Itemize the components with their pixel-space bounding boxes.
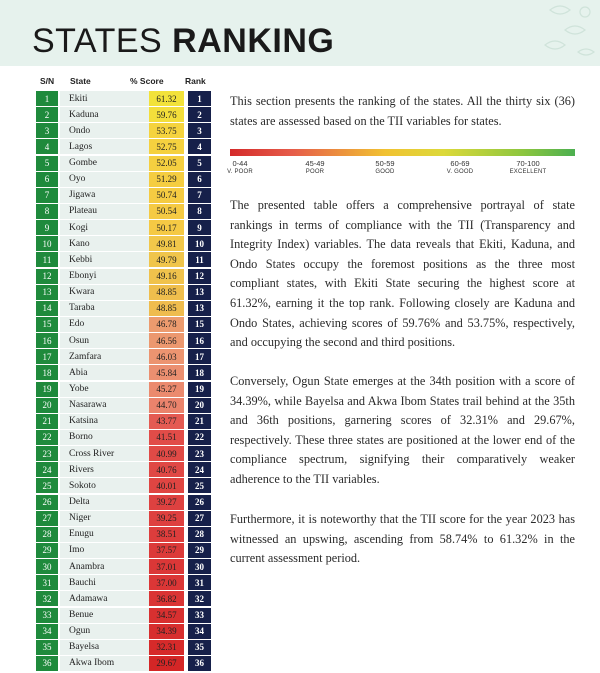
row-state: Anambra: [60, 559, 184, 574]
row-state: Edo: [60, 317, 184, 332]
row-score: 46.56: [149, 333, 184, 348]
row-score: 39.25: [149, 511, 184, 526]
row-sn: 34: [36, 624, 58, 639]
row-sn: 5: [36, 156, 58, 171]
row-state: Kogi: [60, 220, 184, 235]
row-state: Jigawa: [60, 188, 184, 203]
legend-range: 50-59: [375, 159, 395, 168]
row-state: Abia: [60, 365, 184, 380]
row-state: Imo: [60, 543, 184, 558]
row-sn: 11: [36, 252, 58, 267]
row-sn: 7: [36, 188, 58, 203]
row-sn: 17: [36, 349, 58, 364]
row-score: 45.84: [149, 365, 184, 380]
row-sn: 21: [36, 414, 58, 429]
row-sn: 30: [36, 559, 58, 574]
row-score: 50.17: [149, 220, 184, 235]
row-rank: 26: [188, 495, 211, 510]
row-state: Ebonyi: [60, 269, 184, 284]
row-score: 34.57: [149, 608, 184, 623]
legend-item-very-poor: [205, 159, 275, 176]
row-score: 40.99: [149, 446, 184, 461]
row-state: Nasarawa: [60, 398, 184, 413]
legend-desc: POOR: [305, 169, 325, 175]
table-header: [0, 76, 230, 88]
row-rank: 34: [188, 624, 211, 639]
row-rank: 31: [188, 575, 211, 590]
page-title-bold: RANKING: [172, 22, 335, 60]
row-score: 44.70: [149, 398, 184, 413]
row-score: 32.31: [149, 640, 184, 655]
row-state: Enugu: [60, 527, 184, 542]
row-rank: 2: [188, 107, 211, 122]
row-state: Ondo: [60, 123, 184, 138]
row-rank: 30: [188, 559, 211, 574]
row-state: Ogun: [60, 624, 184, 639]
row-score: 38.51: [149, 527, 184, 542]
row-sn: 25: [36, 478, 58, 493]
row-rank: 12: [188, 269, 211, 284]
row-sn: 23: [36, 446, 58, 461]
row-score: 49.81: [149, 236, 184, 251]
row-sn: 24: [36, 462, 58, 477]
row-score: 49.16: [149, 269, 184, 284]
row-sn: 33: [36, 608, 58, 623]
legend-range: 45-49: [305, 159, 325, 168]
row-sn: 15: [36, 317, 58, 332]
row-sn: 35: [36, 640, 58, 655]
row-rank: 33: [188, 608, 211, 623]
row-sn: 18: [36, 365, 58, 380]
row-rank: 29: [188, 543, 211, 558]
row-state: Bauchi: [60, 575, 184, 590]
row-rank: 5: [188, 156, 211, 171]
row-state: Delta: [60, 495, 184, 510]
legend-item-excellent: [493, 159, 563, 176]
legend-range: 0-44: [232, 159, 248, 168]
row-rank: 24: [188, 462, 211, 477]
row-rank: 25: [188, 478, 211, 493]
row-sn: 29: [36, 543, 58, 558]
row-rank: 17: [188, 349, 211, 364]
row-sn: 27: [36, 511, 58, 526]
row-sn: 31: [36, 575, 58, 590]
column-header-sn: S/N: [40, 76, 55, 86]
row-score: 43.77: [149, 414, 184, 429]
row-sn: 22: [36, 430, 58, 445]
row-score: 52.05: [149, 156, 184, 171]
row-sn: 13: [36, 285, 58, 300]
paragraph-upswing: Furthermore, it is noteworthy that the TII score for the year 2023 has witnessed an upswing, ascending from 58.74% to 61.32% in the current assessment period.: [230, 512, 575, 566]
column-header-state: State: [70, 76, 91, 86]
row-score: 40.01: [149, 478, 184, 493]
row-score: 39.27: [149, 495, 184, 510]
row-score: 51.29: [149, 172, 184, 187]
row-state: Kano: [60, 236, 184, 251]
row-state: Niger: [60, 511, 184, 526]
row-sn: 19: [36, 382, 58, 397]
row-sn: 9: [36, 220, 58, 235]
row-state: Lagos: [60, 139, 184, 154]
row-sn: 36: [36, 656, 58, 671]
row-state: Plateau: [60, 204, 184, 219]
row-rank: 32: [188, 591, 211, 606]
row-score: 50.74: [149, 188, 184, 203]
row-score: 37.00: [149, 575, 184, 590]
legend-range: 60-69: [450, 159, 470, 168]
row-score: 36.82: [149, 591, 184, 606]
row-rank: 20: [188, 398, 211, 413]
row-sn: 12: [36, 269, 58, 284]
row-rank: 35: [188, 640, 211, 655]
row-state: Zamfara: [60, 349, 184, 364]
intro-text: This section presents the ranking of the states. All the thirty six (36) states are assessed based on the TII variables for states.: [230, 94, 575, 128]
row-rank: 16: [188, 333, 211, 348]
row-rank: 21: [188, 414, 211, 429]
column-header-rank: Rank: [185, 76, 206, 86]
decorative-pattern-icon: [490, 0, 600, 66]
row-score: 53.75: [149, 123, 184, 138]
row-rank: 3: [188, 123, 211, 138]
row-sn: 1: [36, 91, 58, 106]
paragraph-summary: The presented table offers a comprehensive portrayal of state rankings in terms of compliance with the TII (Transparency and Integrity Index) variables. The data reveals that Ekiti, Kaduna, and Ondo States occupy the foremost positions as the three most compliant states, with Ekiti State securing the highest score at 61.32%, earning it the top rank. Following closely are Kaduna and Ondo States, achieving scores of 59.76% and 53.75%, respectively, and occupying the second and third positions.: [230, 198, 575, 350]
row-state: Gombe: [60, 156, 184, 171]
row-score: 49.79: [149, 252, 184, 267]
row-rank: 18: [188, 365, 211, 380]
legend-range: 70-100: [516, 159, 540, 168]
row-sn: 2: [36, 107, 58, 122]
row-sn: 16: [36, 333, 58, 348]
row-rank: 10: [188, 236, 211, 251]
row-state: Kwara: [60, 285, 184, 300]
row-score: 61.32: [149, 91, 184, 106]
row-sn: 6: [36, 172, 58, 187]
row-sn: 3: [36, 123, 58, 138]
legend-color-bar: [230, 149, 575, 156]
legend-desc: V. GOOD: [446, 169, 474, 175]
row-score: 50.54: [149, 204, 184, 219]
row-state: Cross River: [60, 446, 184, 461]
row-rank: 9: [188, 220, 211, 235]
row-score: 59.76: [149, 107, 184, 122]
row-rank: 36: [188, 656, 211, 671]
row-score: 52.75: [149, 139, 184, 154]
row-rank: 6: [188, 172, 211, 187]
row-rank: 7: [188, 188, 211, 203]
row-state: Kebbi: [60, 252, 184, 267]
row-score: 48.85: [149, 301, 184, 316]
page-header: [0, 0, 600, 66]
page-title-light: STATES: [32, 22, 173, 60]
row-score: 37.01: [149, 559, 184, 574]
row-state: Osun: [60, 333, 184, 348]
row-score: 29.67: [149, 656, 184, 671]
row-rank: 23: [188, 446, 211, 461]
row-state: Adamawa: [60, 591, 184, 606]
row-sn: 28: [36, 527, 58, 542]
legend-item-good: [350, 159, 420, 176]
row-state: Taraba: [60, 301, 184, 316]
legend-item-poor: [280, 159, 350, 176]
row-state: Benue: [60, 608, 184, 623]
row-rank: 28: [188, 527, 211, 542]
row-rank: 11: [188, 252, 211, 267]
row-rank: 8: [188, 204, 211, 219]
row-state: Borno: [60, 430, 184, 445]
row-rank: 22: [188, 430, 211, 445]
legend-item-very-good: [425, 159, 495, 176]
row-sn: 26: [36, 495, 58, 510]
row-sn: 10: [36, 236, 58, 251]
row-rank: 1: [188, 91, 211, 106]
row-state: Bayelsa: [60, 640, 184, 655]
row-rank: 4: [188, 139, 211, 154]
legend-desc: V. POOR: [227, 169, 253, 175]
page-title: [32, 22, 334, 61]
row-state: Ekiti: [60, 91, 184, 106]
row-sn: 14: [36, 301, 58, 316]
row-sn: 8: [36, 204, 58, 219]
row-state: Yobe: [60, 382, 184, 397]
row-score: 48.85: [149, 285, 184, 300]
row-score: 46.78: [149, 317, 184, 332]
row-rank: 27: [188, 511, 211, 526]
row-rank: 15: [188, 317, 211, 332]
row-state: Oyo: [60, 172, 184, 187]
row-score: 40.76: [149, 462, 184, 477]
row-state: Akwa Ibom: [60, 656, 184, 671]
row-state: Sokoto: [60, 478, 184, 493]
row-state: Kaduna: [60, 107, 184, 122]
row-rank: 19: [188, 382, 211, 397]
row-sn: 4: [36, 139, 58, 154]
row-rank: 13: [188, 285, 211, 300]
row-score: 45.27: [149, 382, 184, 397]
row-sn: 32: [36, 591, 58, 606]
row-state: Rivers: [60, 462, 184, 477]
row-score: 46.03: [149, 349, 184, 364]
row-score: 34.39: [149, 624, 184, 639]
row-score: 37.57: [149, 543, 184, 558]
row-rank: 13: [188, 301, 211, 316]
paragraph-lowest-states: Conversely, Ogun State emerges at the 34th position with a score of 34.39%, while Bayelsa and Akwa Ibom States trail behind at the 35th and 36th positions, garnering scores of 32.31% and 29.67%, respectively. These three states are positioned at the lower end of the compliance spectrum, signifying their comparatively weaker adherence to the TII variables.: [230, 374, 575, 486]
column-header-score: % Score: [130, 76, 164, 86]
row-score: 41.51: [149, 430, 184, 445]
row-sn: 20: [36, 398, 58, 413]
legend-desc: EXCELLENT: [509, 169, 547, 175]
row-state: Katsina: [60, 414, 184, 429]
legend-desc: GOOD: [375, 169, 395, 175]
